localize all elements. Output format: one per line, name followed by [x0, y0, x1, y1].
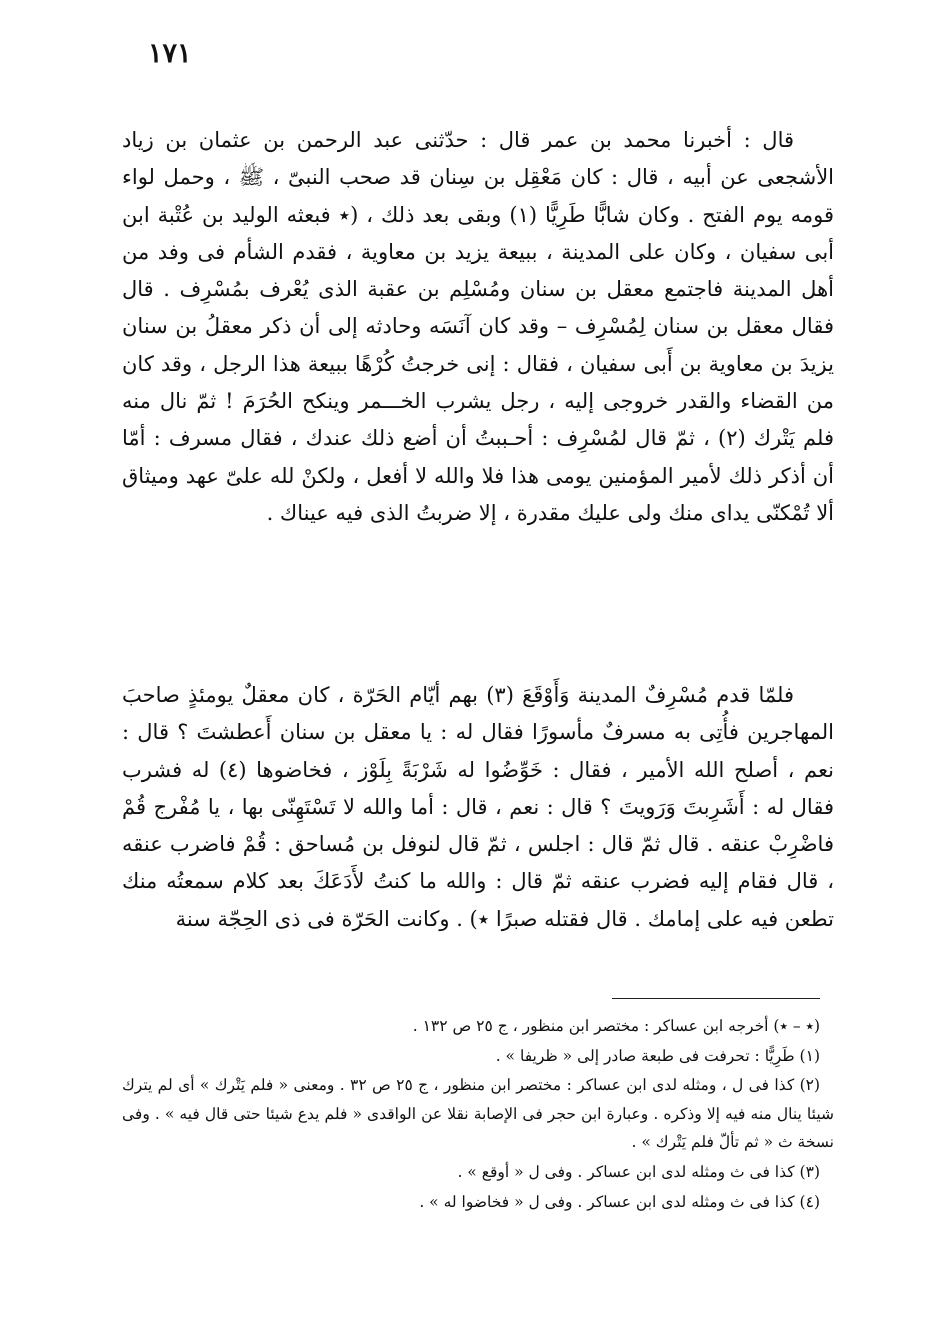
- footnote-star: (٭ – ٭) أخرجه ابن عساكر : مختصر ابن منظور ، ج ٢٥ ص ١٣٢ .: [412, 1017, 820, 1035]
- page-number: ١٧١: [148, 38, 192, 69]
- footnotes: [122, 1011, 834, 1217]
- paragraph-2-text: فلمّا قدم مُسْرِفٌ المدينة وَأَوْقَعَ (٣) بهم أيّام الحَرّة ، كان معقلٌ يومئذٍ صاحبَ المهاجرين فأُتِى به مسرفٌ مأسورًا فقال له : يا معقل بن سنان أَعطشتَ ؟ قال : نعم ، أصلح الله الأمير ، فقال : خَوِّضُوا له شَرْبَةً بِلَوْز ، فخاضوها (٤) له فشرب فقال له : أَشَرِبتَ وَرَويتَ ؟ قال : نعم ، قال : أما والله لا تَسْتَهِنّى بها ، يا مُفْرج قُمْ فاضْرِبْ عنقه . قال ثمّ قال : اجلس ، ثمّ قال لنوفل بن مُساحق : قُمْ فاضرب عنقه ، قال فقام إليه فضرب عنقه ثمّ قال : والله ما كنتُ لأَدَعَكَ بعد كلام سمعتُه منك تطعن فيه على إمامك . قال فقتله صبرًا ٭) . وكانت الحَرّة فى ذى الحِجّة سنة: [122, 683, 834, 931]
- footnote-4: (٤) كذا فى ث ومثله لدى ابن عساكر . وفى ل « فخاضوا له » .: [419, 1192, 820, 1211]
- footnote-2: (٢) كذا فى ل ، ومثله لدى ابن عساكر : مختصر ابن منظور ، ج ٢٥ ص ٣٢ . ومعنى « فلم يَتْرك » أى لم يترك شيئا ينال منه فيه إلا وذكره . وعبارة ابن حجر فى الإصابة نقلا عن الواقدى « فلم يدع شيئا حتى قال فيه » . وفى نسخة ث « ثم تألّ فلم يَتْرك » .: [122, 1076, 834, 1151]
- footnote-separator: [612, 998, 820, 999]
- footnote-1: (١) طَرِيًّا : تحرفت فى طبعة صادر إلى « ظريفا » .: [495, 1047, 820, 1065]
- paragraph-1: [122, 122, 834, 532]
- paragraph-1-text: قال : أخبرنا محمد بن عمر قال : حدّثنى عبد الرحمن بن عثمان بن زياد الأشجعى عن أبيه ، قال : كان مَعْقِل بن سِنان قد صحب النبىّ ، ﷺ ، وحمل لواء قومه يوم الفتح . وكان شابًّا طَرِيًّا (١) وبقى بعد ذلك ، (٭ فبعثه الوليد بن عُتْبة ابن أبى سفيان ، وكان على المدينة ، ببيعة يزيد بن معاوية ، فقدم الشأم فى وفد من أهل المدينة فاجتمع معقل بن سنان ومُسْلِم بن عقبة الذى يُعْرف بمُسْرِف . قال فقال معقل بن سنان لِمُسْرِف – وقد كان آنَسَه وحادثه إلى أن ذكر معقلُ بن سنان يزيدَ بن معاوية بن أَبى سفيان ، فقال : إنى خرجتُ كُرْهًا ببيعة هذا الرجل ، وقد كان من القضاء والقدر خروجى إليه ، رجل يشرب الخـــمر وينكح الحُرَمَ ! ثمّ نال منه فلم يَتْرك (٢) ، ثمّ قال لمُسْرِف : أحـببتُ أن أضع ذلك عندك ، فقال مسرف : أمّا أن أذكر ذلك لأمير المؤمنين يومى هذا فلا والله لا أفعل ، ولكنْ لله علىّ عهد وميثاق ألا تُمْكنّى يداى منك ولى عليك مقدرة ، إلا ضربتُ الذى فيه عيناك .: [122, 128, 834, 525]
- footnote-3: (٣) كذا فى ث ومثله لدى ابن عساكر . وفى ل « أوقع » .: [457, 1162, 820, 1181]
- paragraph-2: [122, 677, 834, 938]
